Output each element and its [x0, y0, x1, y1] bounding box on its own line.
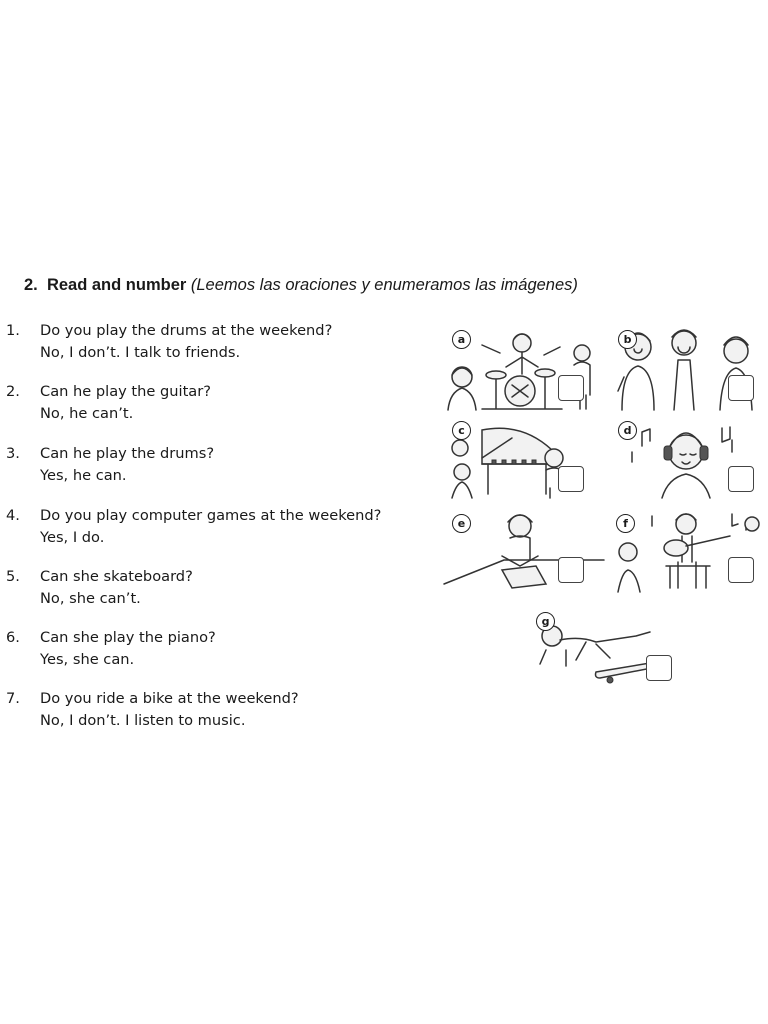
item-question: Do you play the drums at the weekend?: [40, 322, 333, 339]
sentence-item: [6, 505, 426, 549]
item-number: 1.: [6, 322, 20, 339]
answer-box-f[interactable]: [728, 557, 754, 583]
answer-box-g[interactable]: [646, 655, 672, 681]
item-answer: No, he can’t.: [40, 405, 134, 422]
item-number: 7.: [6, 690, 20, 707]
exercise-heading: [24, 276, 754, 295]
picture-g-letter: g: [536, 612, 555, 631]
picture-b-letter: b: [618, 330, 637, 349]
item-answer: Yes, he can.: [40, 467, 127, 484]
answer-box-c[interactable]: [558, 466, 584, 492]
picture-d-letter: d: [618, 421, 637, 440]
picture-c-letter: c: [452, 421, 471, 440]
item-answer: No, I don’t. I talk to friends.: [40, 344, 241, 361]
exercise-subtitle: (Leemos las oraciones y enumeramos las imágenes): [190, 276, 578, 294]
picture-f-letter: f: [616, 514, 635, 533]
item-number: 2.: [6, 383, 20, 400]
answer-box-a[interactable]: [558, 375, 584, 401]
picture-e-letter: e: [452, 514, 471, 533]
answer-box-d[interactable]: [728, 466, 754, 492]
item-question: Can he play the guitar?: [40, 383, 211, 400]
exercise-number: 2.: [24, 276, 38, 294]
sentence-item: [6, 627, 426, 671]
item-question: Can she skateboard?: [40, 568, 193, 585]
item-answer: No, I don’t. I listen to music.: [40, 712, 246, 729]
item-number: 5.: [6, 568, 20, 585]
item-answer: Yes, she can.: [40, 651, 135, 668]
answer-box-b[interactable]: [728, 375, 754, 401]
item-number: 6.: [6, 629, 20, 646]
item-number: 3.: [6, 445, 20, 462]
item-answer: Yes, I do.: [40, 529, 105, 546]
sentence-item: [6, 320, 426, 364]
item-number: 4.: [6, 507, 20, 524]
sentence-item: [6, 443, 426, 487]
sentence-item: [6, 381, 426, 425]
exercise-title: Read and number: [46, 276, 187, 294]
item-answer: No, she can’t.: [40, 590, 141, 607]
answer-box-e[interactable]: [558, 557, 584, 583]
sentence-item: [6, 566, 426, 610]
item-question: Do you play computer games at the weekend?: [40, 507, 382, 524]
item-question: Can he play the drums?: [40, 445, 215, 462]
picture-a-letter: a: [452, 330, 471, 349]
item-question: Do you ride a bike at the weekend?: [40, 690, 299, 707]
item-question: Can she play the piano?: [40, 629, 216, 646]
sentence-item: [6, 688, 426, 732]
